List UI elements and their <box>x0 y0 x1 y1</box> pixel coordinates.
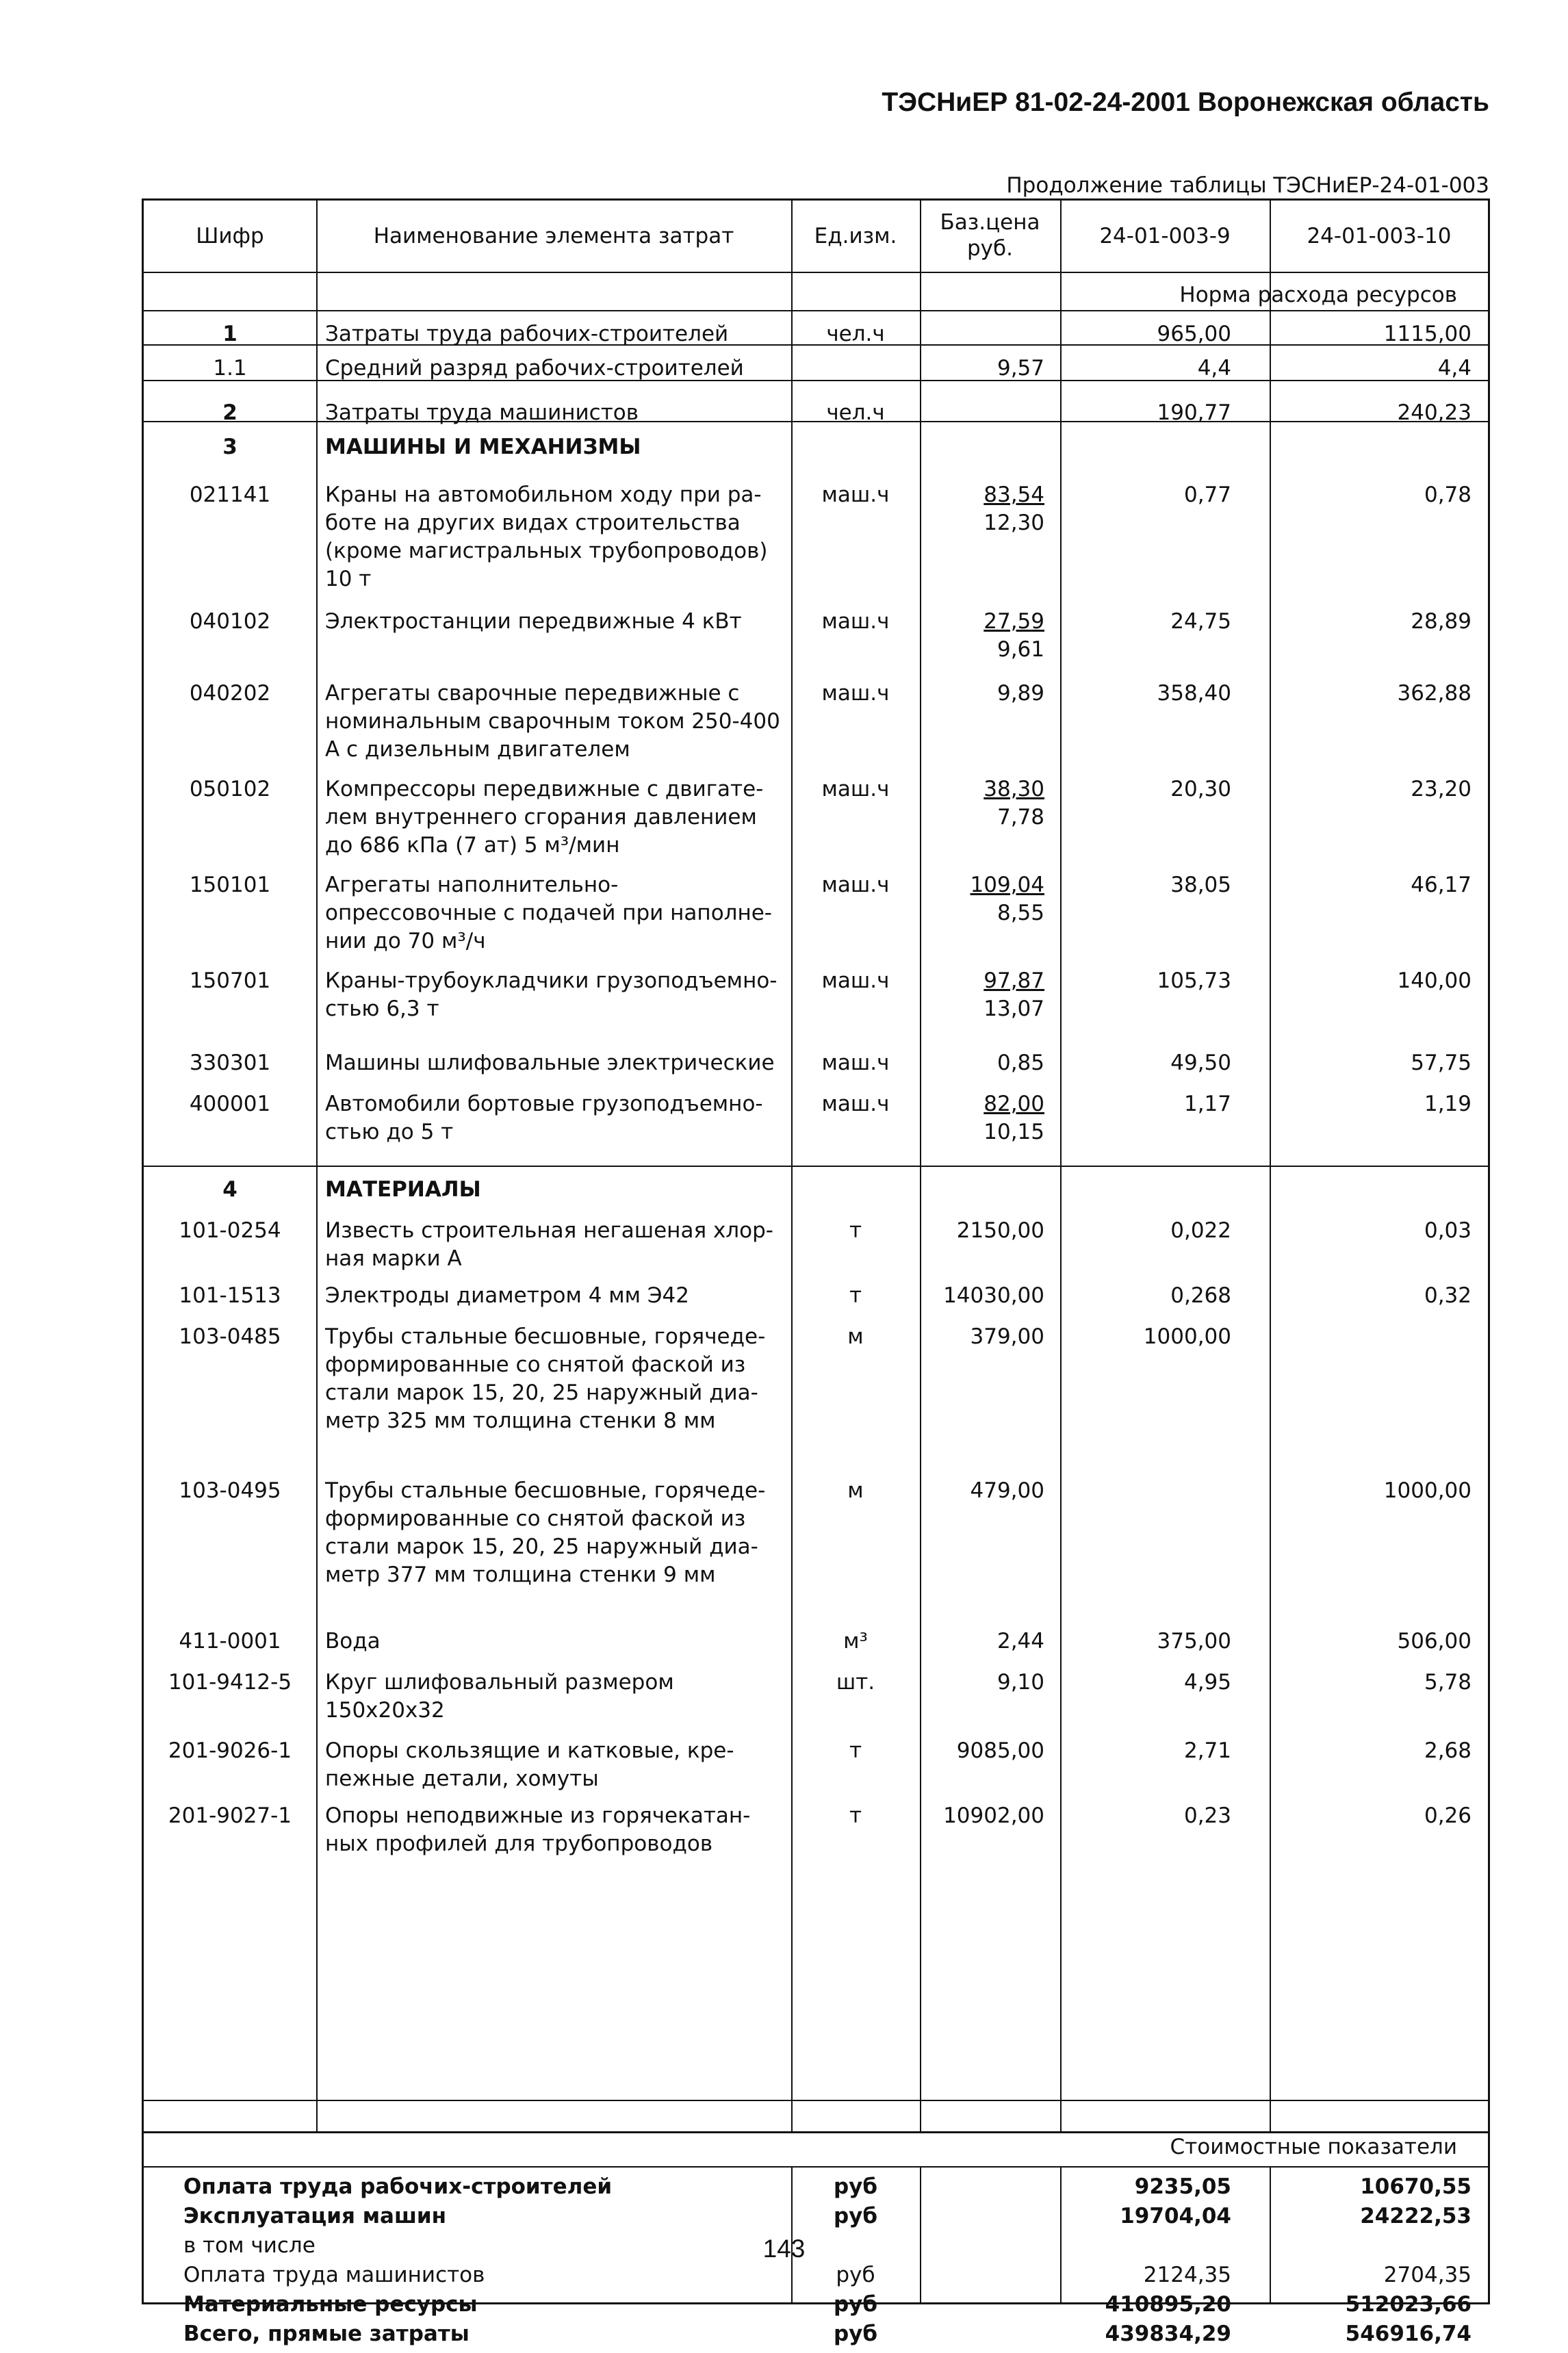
summary-unit: руб <box>833 2204 878 2228</box>
row-unit: чел.ч <box>826 322 885 346</box>
col-header-price-line1: Баз.цена <box>940 210 1040 235</box>
summary-value-col2: 512023,66 <box>1345 2292 1471 2317</box>
row-price: 9085,00 <box>956 1738 1044 1763</box>
row-unit: маш.ч <box>821 681 890 706</box>
row-name-line: опрессовочные с подачей при наполне- <box>325 901 772 925</box>
row-value-col1: 20,30 <box>1170 777 1231 801</box>
col-header-unit: Ед.изм. <box>814 224 897 248</box>
row-name-line: стали марок 15, 20, 25 наружный диа- <box>325 1380 758 1405</box>
row-value-col1: 4,4 <box>1197 356 1231 381</box>
row-name-line: Компрессоры передвижные с двигате- <box>325 777 764 801</box>
row-value-col1: 1,17 <box>1183 1092 1231 1116</box>
row-unit: маш.ч <box>821 483 890 507</box>
summary-value-col1: 410895,20 <box>1105 2292 1231 2317</box>
row-value-col2: 0,26 <box>1424 1803 1471 1828</box>
row-name-line: боте на других видах строительства <box>325 511 741 535</box>
row-name-line: лем внутреннего сгорания давлением <box>325 805 757 830</box>
row-value-col2: 1115,00 <box>1383 322 1471 346</box>
col-header-col2: 24-01-003-10 <box>1307 224 1452 248</box>
summary-value-col1: 19704,04 <box>1120 2204 1231 2228</box>
row-value-col1: 965,00 <box>1157 322 1231 346</box>
row-name-line: Круг шлифовальный размером <box>325 1670 674 1695</box>
row-name-line: МАТЕРИАЛЫ <box>325 1177 481 1202</box>
resource-table <box>142 198 1490 2133</box>
row-name-line: Трубы стальные бесшовные, горячеде- <box>325 1324 766 1349</box>
row-price: 479,00 <box>970 1478 1044 1503</box>
row-value-col1: 38,05 <box>1170 873 1231 897</box>
row-code: 101-0254 <box>179 1218 281 1243</box>
cost-summary <box>142 2133 1490 2346</box>
row-price: 9,57 <box>997 356 1044 381</box>
row-unit: т <box>849 1283 862 1308</box>
row-name-line: нии до 70 м³/ч <box>325 929 486 953</box>
summary-unit: руб <box>833 2174 878 2199</box>
row-value-col2: 362,88 <box>1397 681 1471 706</box>
row-code: 150101 <box>189 873 271 897</box>
row-code: 1.1 <box>213 356 247 381</box>
row-value-col2: 240,23 <box>1397 400 1471 425</box>
row-unit: м <box>847 1324 864 1349</box>
row-value-col1: 0,23 <box>1183 1803 1231 1828</box>
row-code: 150701 <box>189 968 271 993</box>
row-name-line: метр 325 мм толщина стенки 8 мм <box>325 1409 716 1433</box>
summary-label: Всего, прямые затраты <box>183 2322 470 2346</box>
row-code: 4 <box>222 1177 237 1202</box>
row-price: 2150,00 <box>956 1218 1044 1243</box>
row-value-col2: 0,03 <box>1424 1218 1471 1243</box>
row-name-line: Трубы стальные бесшовные, горячеде- <box>325 1478 766 1503</box>
row-name-line: метр 377 мм толщина стенки 9 мм <box>325 1563 716 1587</box>
row-unit: м³ <box>843 1629 868 1654</box>
row-name-line: пежные детали, хомуты <box>325 1766 599 1791</box>
row-code: 1 <box>222 322 237 346</box>
row-name-line: Вода <box>325 1629 381 1654</box>
summary-value-col2: 10670,55 <box>1360 2174 1471 2199</box>
row-code: 330301 <box>189 1051 271 1075</box>
row-code: 2 <box>222 400 237 425</box>
row-unit: т <box>849 1218 862 1243</box>
row-code: 411-0001 <box>179 1629 281 1654</box>
row-value-col1: 190,77 <box>1157 400 1231 425</box>
row-price: 379,00 <box>970 1324 1044 1349</box>
page-number: 143 <box>762 2235 806 2263</box>
row-price: 9,89 <box>997 681 1044 706</box>
row-value-col2: 28,89 <box>1411 609 1471 634</box>
row-code: 021141 <box>189 483 271 507</box>
row-name-line: 150х20х32 <box>325 1698 445 1723</box>
row-value-col1: 375,00 <box>1157 1629 1231 1654</box>
summary-value-col2: 24222,53 <box>1360 2204 1471 2228</box>
row-unit: чел.ч <box>826 400 885 425</box>
row-name-line: стали марок 15, 20, 25 наружный диа- <box>325 1534 758 1559</box>
summary-value-col2: 546916,74 <box>1345 2322 1471 2346</box>
summary-label: Эксплуатация машин <box>183 2204 447 2228</box>
row-unit: маш.ч <box>821 1092 890 1116</box>
row-name-line: ная марки А <box>325 1246 462 1271</box>
row-unit: маш.ч <box>821 609 890 634</box>
row-code: 3 <box>222 435 237 459</box>
row-value-col1: 358,40 <box>1157 681 1231 706</box>
row-name-line: Электроды диаметром 4 мм Э42 <box>325 1283 689 1308</box>
col-header-price-line2: руб. <box>967 236 1013 261</box>
row-code: 040202 <box>189 681 271 706</box>
summary-unit: руб <box>836 2263 875 2287</box>
row-name-line: Затраты труда машинистов <box>325 400 639 425</box>
row-code: 101-1513 <box>179 1283 281 1308</box>
row-price: 13,07 <box>984 997 1044 1021</box>
row-value-col2: 506,00 <box>1397 1629 1471 1654</box>
row-value-col2: 0,32 <box>1424 1283 1471 1308</box>
row-price: 10,15 <box>984 1120 1044 1144</box>
row-name-line: Машины шлифовальные электрические <box>325 1051 775 1075</box>
row-price: 109,04 <box>970 873 1044 897</box>
row-name-line: Электростанции передвижные 4 кВт <box>325 609 742 634</box>
row-name-line: Краны на автомобильном ходу при ра- <box>325 483 762 507</box>
row-value-col2: 1000,00 <box>1383 1478 1471 1503</box>
row-code: 400001 <box>189 1092 271 1116</box>
summary-value-col1: 9235,05 <box>1134 2174 1231 2199</box>
row-unit: т <box>849 1803 862 1828</box>
row-name-line: формированные со снятой фаской из <box>325 1352 746 1377</box>
row-code: 201-9027-1 <box>168 1803 292 1828</box>
row-name-line: номинальным сварочным током 250-400 <box>325 709 780 734</box>
row-value-col2: 5,78 <box>1424 1670 1471 1695</box>
row-value-col1: 0,022 <box>1170 1218 1231 1243</box>
row-price: 82,00 <box>984 1092 1044 1116</box>
row-price: 9,10 <box>997 1670 1044 1695</box>
row-unit: м <box>847 1478 864 1503</box>
summary-unit: руб <box>833 2322 878 2346</box>
row-value-col2: 0,78 <box>1424 483 1471 507</box>
row-name-line: стью до 5 т <box>325 1120 454 1144</box>
row-name-line: Агрегаты наполнительно- <box>325 873 619 897</box>
row-value-col1: 0,268 <box>1170 1283 1231 1308</box>
row-name-line: до 686 кПа (7 ат) 5 м³/мин <box>325 833 620 858</box>
row-name-line: МАШИНЫ И МЕХАНИЗМЫ <box>325 435 641 459</box>
row-name-line: Затраты труда рабочих-строителей <box>325 322 729 346</box>
row-name-line: Автомобили бортовые грузоподъемно- <box>325 1092 763 1116</box>
row-value-col2: 23,20 <box>1411 777 1471 801</box>
row-name-line: Известь строительная негашеная хлор- <box>325 1218 773 1243</box>
row-code: 050102 <box>189 777 271 801</box>
row-price: 7,78 <box>997 805 1044 830</box>
row-value-col2: 1,19 <box>1424 1092 1471 1116</box>
row-name-line: стью 6,3 т <box>325 997 439 1021</box>
row-name-line: Агрегаты сварочные передвижные с <box>325 681 740 706</box>
row-value-col2: 57,75 <box>1411 1051 1471 1075</box>
row-name-line: 10 т <box>325 567 372 591</box>
row-value-col1: 0,77 <box>1183 483 1231 507</box>
row-price: 83,54 <box>984 483 1044 507</box>
document-title: ТЭСНиЕР 81-02-24-2001 Воронежская область <box>882 88 1489 117</box>
row-code: 040102 <box>189 609 271 634</box>
row-code: 103-0495 <box>179 1478 281 1503</box>
row-price: 27,59 <box>984 609 1044 634</box>
row-code: 201-9026-1 <box>168 1738 292 1763</box>
row-name-line: (кроме магистральных трубопроводов) <box>325 539 768 563</box>
norm-header: Норма расхода ресурсов <box>1179 283 1457 307</box>
row-unit: т <box>849 1738 862 1763</box>
row-price: 8,55 <box>997 901 1044 925</box>
row-price: 0,85 <box>997 1051 1044 1075</box>
row-value-col1: 4,95 <box>1183 1670 1231 1695</box>
summary-value-col1: 439834,29 <box>1105 2322 1231 2346</box>
row-code: 101-9412-5 <box>168 1670 292 1695</box>
summary-label: Оплата труда рабочих-строителей <box>183 2174 613 2199</box>
row-value-col2: 140,00 <box>1397 968 1471 993</box>
row-name-line: Опоры скользящие и катковые, кре- <box>325 1738 734 1763</box>
cost-header: Стоимостные показатели <box>1170 2135 1457 2159</box>
row-unit: шт. <box>836 1670 875 1695</box>
row-value-col1: 105,73 <box>1157 968 1231 993</box>
row-price: 10902,00 <box>943 1803 1044 1828</box>
col-header-col1: 24-01-003-9 <box>1099 224 1231 248</box>
summary-label: Оплата труда машинистов <box>183 2263 485 2287</box>
row-value-col2: 4,4 <box>1437 356 1471 381</box>
summary-value-col1: 2124,35 <box>1143 2263 1231 2287</box>
row-name-line: формированные со снятой фаской из <box>325 1506 746 1531</box>
summary-unit: руб <box>833 2292 878 2317</box>
row-price: 38,30 <box>984 777 1044 801</box>
row-name-line: Опоры неподвижные из горячекатан- <box>325 1803 751 1828</box>
row-unit: маш.ч <box>821 873 890 897</box>
row-value-col2: 2,68 <box>1424 1738 1471 1763</box>
row-price: 14030,00 <box>943 1283 1044 1308</box>
row-value-col1: 49,50 <box>1170 1051 1231 1075</box>
summary-label: Материальные ресурсы <box>183 2292 478 2317</box>
row-value-col1: 2,71 <box>1183 1738 1231 1763</box>
table-continuation-label: Продолжение таблицы ТЭСНиЕР-24-01-003 <box>1006 173 1489 198</box>
row-unit: маш.ч <box>821 1051 890 1075</box>
row-price: 97,87 <box>984 968 1044 993</box>
col-header-code: Шифр <box>196 224 264 248</box>
row-price: 9,61 <box>997 637 1044 662</box>
row-unit: маш.ч <box>821 968 890 993</box>
row-price: 2,44 <box>997 1629 1044 1654</box>
summary-value-col2: 2704,35 <box>1383 2263 1471 2287</box>
row-value-col2: 46,17 <box>1411 873 1471 897</box>
row-unit: маш.ч <box>821 777 890 801</box>
col-header-name: Наименование элемента затрат <box>373 224 734 248</box>
row-name-line: А с дизельным двигателем <box>325 737 630 762</box>
row-name-line: ных профилей для трубопроводов <box>325 1831 713 1856</box>
row-code: 103-0485 <box>179 1324 281 1349</box>
row-price: 12,30 <box>984 511 1044 535</box>
row-value-col1: 24,75 <box>1170 609 1231 634</box>
summary-label: в том числе <box>183 2233 316 2258</box>
row-name-line: Краны-трубоукладчики грузоподъемно- <box>325 968 777 993</box>
row-name-line: Средний разряд рабочих-строителей <box>325 356 744 381</box>
row-value-col1: 1000,00 <box>1143 1324 1231 1349</box>
